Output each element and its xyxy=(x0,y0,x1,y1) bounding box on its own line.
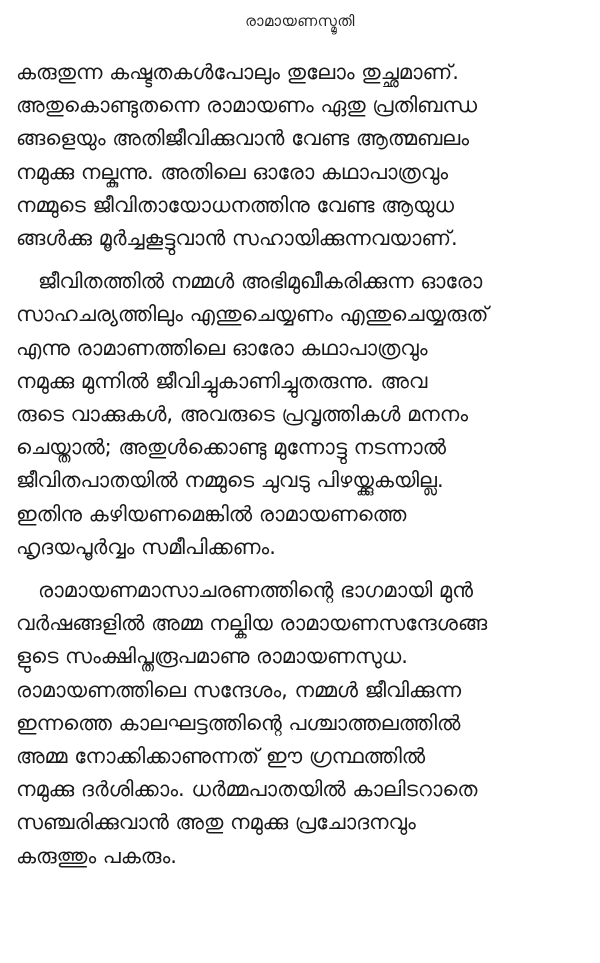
paragraph-3 xyxy=(16,574,588,873)
text-line: നമുക്കു ദർശിക്കാം. ധർമ്മപാതയിൽ കാലിടറാതെ xyxy=(16,777,478,802)
text-line: ഹൃദയപൂർവ്വം സമീപിക്കണം. xyxy=(16,534,276,559)
text-line: ളുടെ സംക്ഷിപ്തരൂപമാണു രാമായണസുധ. xyxy=(16,644,408,669)
text-line: നമുക്കു മുന്നിൽ ജീവിച്ചുകാണിച്ചുതരുന്നു. അവ xyxy=(16,368,428,393)
text-line: ജീവിതത്തിൽ നമ്മൾ അഭിമുഖീകരിക്കുന്ന ഓരോ xyxy=(38,269,483,294)
text-line: ഇന്നത്തെ കാലഘട്ടത്തിന്റെ പശ്ചാത്തലത്തിൽ xyxy=(16,710,461,735)
text-line: കരുതുന്ന കഷ്ടതകൾപോലും തുലോം തുച്ഛമാണ്. xyxy=(16,60,459,84)
body-text xyxy=(16,56,588,873)
text-line: നമുക്കു നല്കുന്നു. അതിലെ ഓരോ കഥാപാത്രവും xyxy=(16,159,448,184)
text-line: അമ്മ നോക്കിക്കാണുന്നത് ഈ ഗ്രന്ഥത്തിൽ xyxy=(16,744,426,769)
text-line: ങ്ങൾക്കു മൂർച്ചകൂട്ടുവാൻ സഹായിക്കുന്നവയാണ്. xyxy=(16,226,458,251)
text-line: സഞ്ചരിക്കുവാൻ അതു നമുക്കു പ്രചോദനവും xyxy=(16,810,416,835)
paragraph-2 xyxy=(16,265,588,564)
text-line: സാഹചര്യത്തിലും എന്തുചെയ്യണം എന്തുചെയ്യരുത് xyxy=(16,302,489,327)
paragraph-1 xyxy=(16,56,588,255)
text-line: രാമായണമാസാചരണത്തിന്റെ ഭാഗമായി മുൻ xyxy=(38,578,473,603)
text-line: അതുകൊണ്ടുതന്നെ രാമായണം ഏതു പ്രതിബന്ധ xyxy=(16,93,478,118)
text-line: ഇതിനു കഴിയണമെങ്കിൽ രാമായണത്തെ xyxy=(16,501,407,526)
text-line: ചെയ്താൽ; അതുൾക്കൊണ്ടു മുന്നോട്ടു നടന്നാൽ xyxy=(16,435,447,460)
text-line: എന്നു രാമാണത്തിലെ ഓരോ കഥാപാത്രവും xyxy=(16,335,428,360)
running-header: രാമായണസ്മൃതി xyxy=(245,12,355,30)
text-line: കരുത്തും പകരും. xyxy=(16,843,177,868)
text-line: രാമായണത്തിലെ സന്ദേശം, നമ്മൾ ജീവിക്കുന്ന xyxy=(16,677,462,702)
text-line: നമ്മുടെ ജീവിതായോധനത്തിനു വേണ്ട ആയുധ xyxy=(16,192,455,217)
text-line: ങ്ങളെയും അതിജീവിക്കുവാൻ വേണ്ട ആത്മബലം xyxy=(16,126,470,151)
text-line: രുടെ വാക്കുകൾ, അവരുടെ പ്രവൃത്തികൾ മനനം xyxy=(16,402,469,427)
text-line: ജീവിതപാതയിൽ നമ്മുടെ ചുവടു പിഴയ്ക്കുകയില്ല. xyxy=(16,468,444,493)
text-line: വർഷങ്ങളിൽ അമ്മ നല്കിയ രാമായണസന്ദേശങ്ങ xyxy=(16,611,488,636)
